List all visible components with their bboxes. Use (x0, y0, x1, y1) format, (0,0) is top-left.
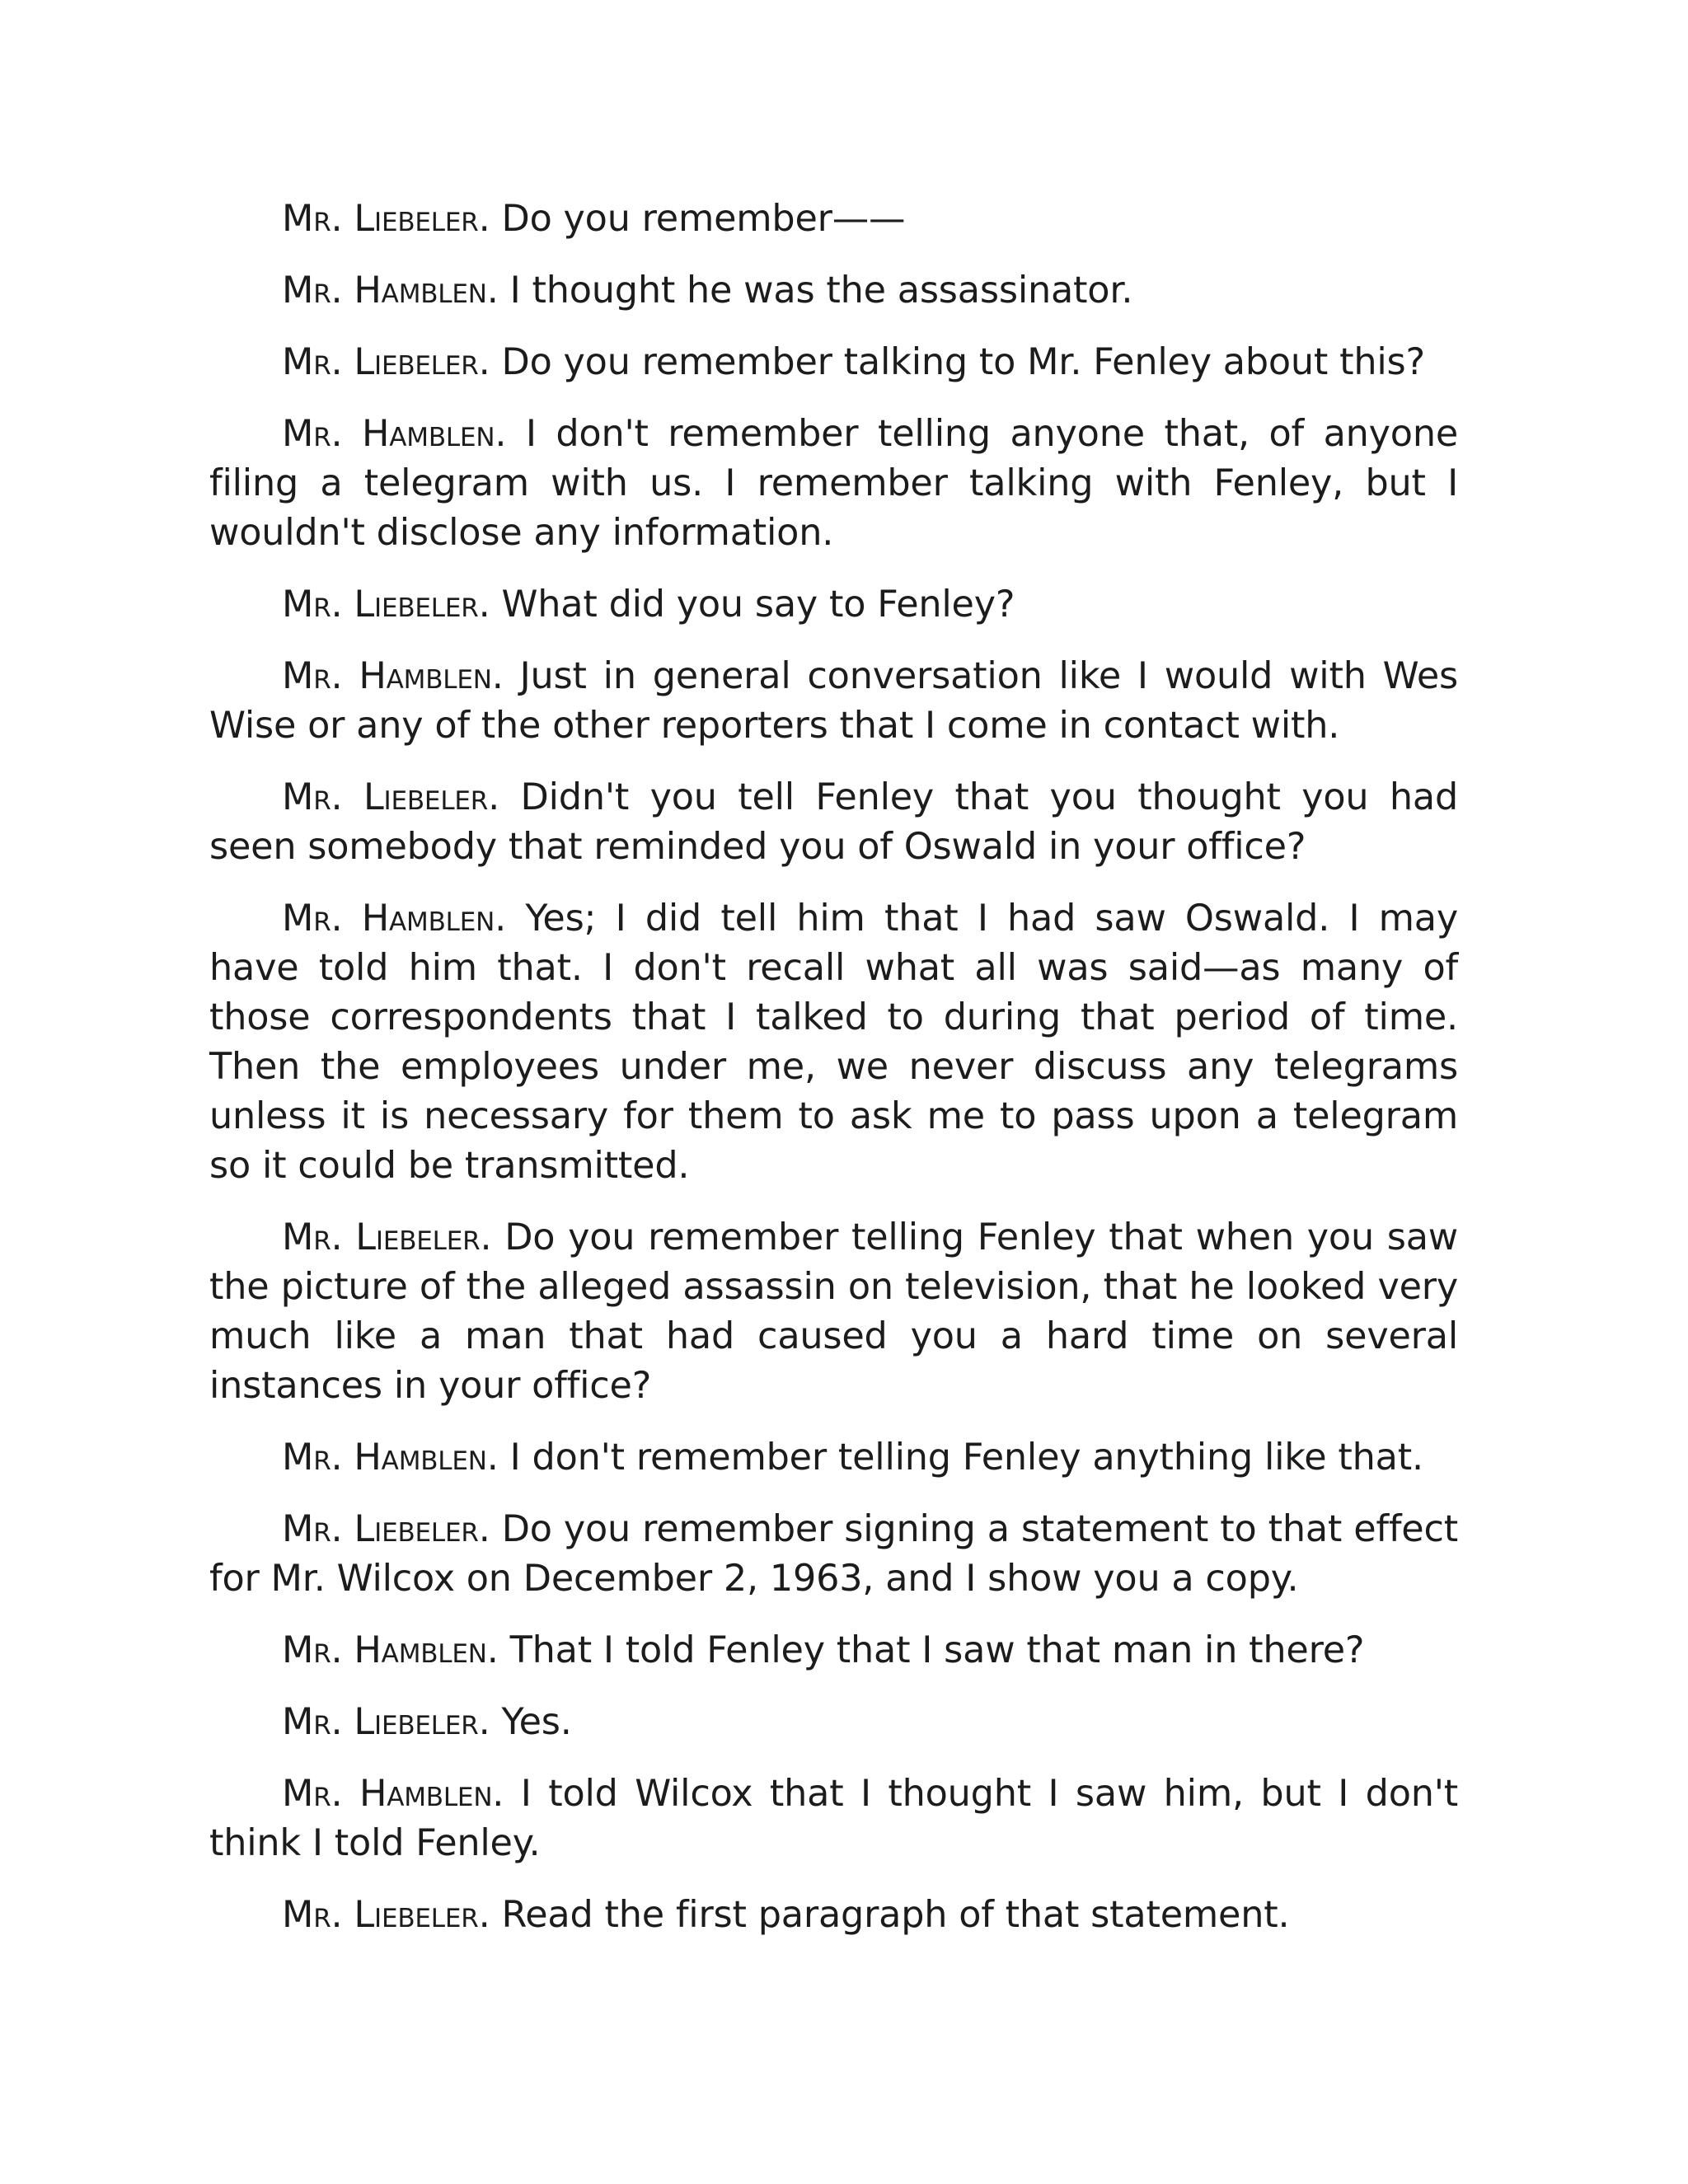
transcript-paragraph (209, 194, 1458, 244)
speaker-name: Mr. Hamblen. (282, 1773, 504, 1815)
speaker-name: Mr. Liebeler. (282, 1216, 492, 1258)
speech-text: Yes. (501, 1701, 572, 1743)
speaker-name: Mr. Hamblen. (282, 898, 507, 940)
transcript-paragraph (209, 1213, 1458, 1411)
speech-text: What did you say to Fenley? (501, 583, 1015, 626)
speech-text: Just in general conversation like I would with Wes Wise or any of the other reporters that I come in contact with. (209, 655, 1458, 747)
speech-text: Do you remember signing a statement to that effect for Mr. Wilcox on December 2, 1963, and I show you a copy. (209, 1508, 1459, 1600)
speech-text: I don't remember telling anyone that, of anyone filing a telegram with us. I remember talking with Fenley, but I wouldn't disclose any information. (209, 413, 1458, 554)
transcript-paragraph (209, 1433, 1458, 1483)
speech-text: Read the first paragraph of that statement. (501, 1894, 1290, 1936)
speaker-name: Mr. Hamblen. (282, 269, 499, 312)
speaker-name: Mr. Liebeler. (282, 1701, 490, 1743)
transcript-paragraph (209, 410, 1458, 558)
speaker-name: Mr. Liebeler. (282, 1894, 490, 1936)
speech-text: I told Wilcox that I thought I saw him, but I don't think I told Fenley. (209, 1773, 1459, 1864)
speaker-name: Mr. Liebeler. (282, 776, 500, 818)
transcript-paragraph (209, 1698, 1458, 1747)
speech-text: Do you remember talking to Mr. Fenley about this? (501, 341, 1425, 383)
speech-text: Yes; I did tell him that I had saw Oswald. I may have told him that. I don't recall what all was said—as many of those correspondents that I talked to during that period of time. Then the employees under me, we never discuss any telegrams unless it is necessary for them to ask me to pass upon a telegram so it could be transmitted. (209, 898, 1458, 1187)
speech-text: I don't remember telling Fenley anything like that. (509, 1436, 1423, 1479)
speaker-name: Mr. Liebeler. (282, 341, 490, 383)
transcript-paragraph (209, 1769, 1458, 1868)
transcript-paragraph (209, 1505, 1458, 1604)
transcript-page (209, 194, 1458, 1962)
speaker-name: Mr. Liebeler. (282, 198, 490, 240)
speech-text: Do you remember—— (501, 198, 906, 240)
transcript-paragraph (209, 1626, 1458, 1675)
speech-text: Do you remember telling Fenley that when you saw the picture of the alleged assassin on television, that he looked very much like a man that had caused you a hard time on several instances in your office? (209, 1216, 1459, 1407)
transcript-paragraph (209, 266, 1458, 316)
speaker-name: Mr. Hamblen. (282, 413, 507, 455)
speech-text: That I told Fenley that I saw that man in there? (509, 1629, 1365, 1671)
speaker-name: Mr. Liebeler. (282, 1508, 490, 1550)
transcript-paragraph (209, 1891, 1458, 1940)
speech-text: I thought he was the assassinator. (509, 269, 1133, 312)
transcript-paragraph (209, 894, 1458, 1191)
speaker-name: Mr. Liebeler. (282, 583, 490, 626)
transcript-paragraph (209, 652, 1458, 751)
transcript-paragraph (209, 338, 1458, 387)
speech-text: Didn't you tell Fenley that you thought you had seen somebody that reminded you of Oswald in your office? (209, 776, 1458, 868)
transcript-paragraph (209, 773, 1458, 872)
speaker-name: Mr. Hamblen. (282, 1436, 499, 1479)
speaker-name: Mr. Hamblen. (282, 655, 504, 697)
transcript-paragraph (209, 580, 1458, 630)
speaker-name: Mr. Hamblen. (282, 1629, 499, 1671)
